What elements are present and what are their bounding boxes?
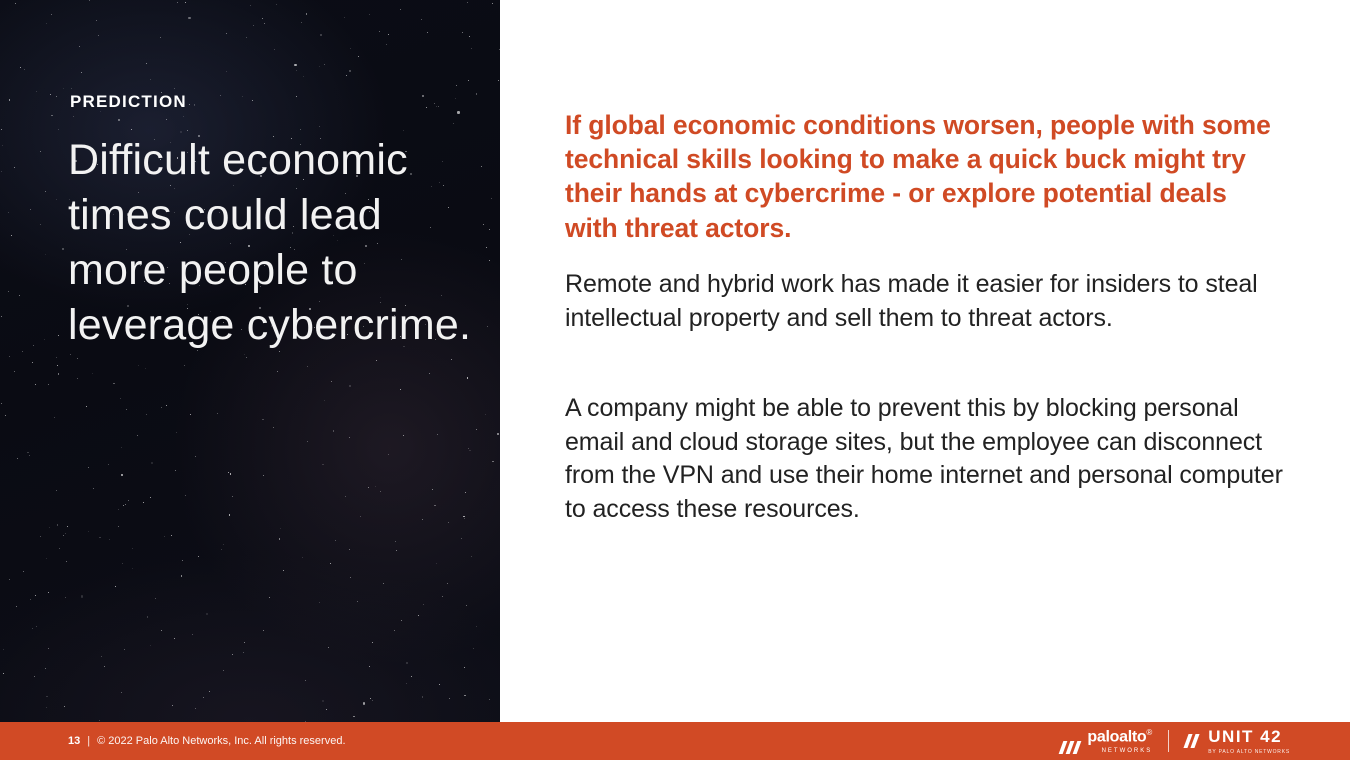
palo-alto-mark-icon — [1059, 741, 1081, 754]
right-panel — [500, 0, 1350, 722]
unit42-wordmark-text: UNIT 42 — [1208, 726, 1283, 746]
footer-left-group — [0, 735, 346, 747]
footer-logos — [1059, 728, 1350, 755]
body-paragraph-1: Remote and hybrid work has made it easier for insiders to steal intellectual property and sell them to threat actors. — [565, 270, 1258, 332]
palo-alto-wordmark-subtext: NETWORKS — [1101, 747, 1153, 754]
unit-42-logo — [1185, 728, 1290, 755]
copyright-text: © 2022 Palo Alto Networks, Inc. All rights reserved. — [97, 735, 346, 747]
footer-bar — [0, 722, 1350, 760]
page-number: 13 — [68, 735, 81, 747]
unit42-mark-icon — [1185, 734, 1201, 748]
palo-alto-wordmark-text: paloalto — [1087, 728, 1147, 746]
prediction-eyebrow-label: PREDICTION — [70, 92, 187, 111]
logo-divider — [1168, 730, 1169, 752]
lead-paragraph: If global economic conditions worsen, people with some technical skills looking to make a quick buck might try their hands at cybercrime - or explore potential deals with threat actors. — [565, 110, 1271, 243]
unit42-wordmark — [1208, 728, 1290, 755]
unit42-wordmark-subtext: BY PALO ALTO NETWORKS — [1208, 748, 1290, 755]
registered-trademark-icon: ® — [1146, 728, 1153, 738]
left-panel — [0, 0, 500, 722]
body-paragraph-2: A company might be able to prevent this by blocking personal email and cloud storage sites, but the employee can disconnect from the VPN and use their home internet and personal computer to access these resources. — [565, 394, 1283, 523]
palo-alto-networks-logo — [1059, 728, 1152, 753]
palo-alto-wordmark — [1087, 728, 1152, 753]
footer-separator: | — [87, 735, 91, 747]
slide-title: Difficult economic times could lead more people to leverage cybercrime. — [68, 136, 472, 350]
